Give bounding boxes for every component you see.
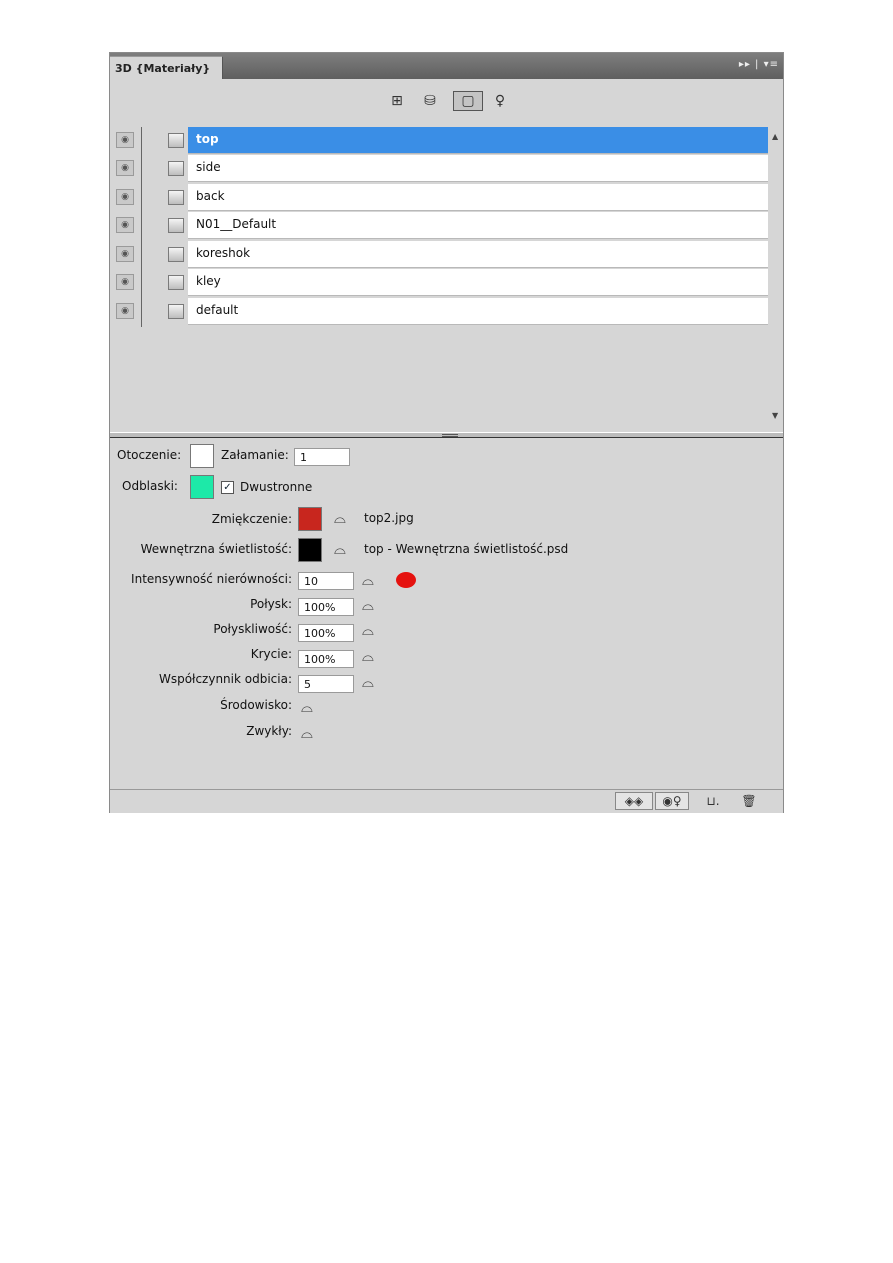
list-scrollbar[interactable]	[770, 127, 783, 429]
material-drop-icon[interactable]: ◉♀	[655, 792, 689, 810]
scene-tree-icon[interactable]: ⊞	[391, 93, 403, 109]
wewnetrzna-texture-icon[interactable]: ⌓	[334, 540, 346, 558]
odblaski-label: Odblaski:	[122, 479, 178, 493]
panel-bottom-bar	[110, 789, 783, 813]
krycie-label: Krycie:	[250, 647, 292, 661]
polyskliwosc-input[interactable]: 100%	[298, 624, 354, 642]
material-icon	[168, 304, 184, 319]
trash-icon[interactable]: 🗑	[741, 794, 757, 808]
materials-icon[interactable]: ▢	[453, 91, 483, 111]
odblaski-color-swatch[interactable]	[190, 475, 214, 499]
wewnetrzna-color-swatch[interactable]	[298, 538, 322, 562]
red-marker-icon	[396, 572, 416, 588]
list-item[interactable]	[110, 184, 770, 212]
zwykly-texture-icon[interactable]: ⌓	[301, 724, 313, 742]
material-icon	[168, 161, 184, 176]
eye-icon[interactable]: ◉	[116, 189, 134, 205]
list-item[interactable]	[110, 269, 770, 297]
eye-icon[interactable]: ◉	[116, 217, 134, 233]
material-icon	[168, 247, 184, 262]
nierownosci-input[interactable]: 10	[298, 572, 354, 590]
nierownosci-label: Intensywność nierówności:	[131, 572, 292, 586]
srodowisko-texture-icon[interactable]: ⌓	[301, 698, 313, 716]
material-name[interactable]: top	[188, 127, 768, 154]
material-icon	[168, 133, 184, 148]
polysk-texture-icon[interactable]: ⌓	[362, 596, 374, 614]
list-item[interactable]	[110, 212, 770, 240]
zmiekczenie-color-swatch[interactable]	[298, 507, 322, 531]
new-material-icon[interactable]: ⊔.	[706, 794, 720, 808]
polysk-label: Połysk:	[250, 597, 292, 611]
panel-split-handle[interactable]	[110, 432, 783, 438]
material-name[interactable]: back	[188, 184, 768, 211]
krycie-texture-icon[interactable]: ⌓	[362, 647, 374, 665]
krycie-input[interactable]: 100%	[298, 650, 354, 668]
zmiekczenie-label: Zmiękczenie:	[211, 512, 292, 526]
eye-icon[interactable]: ◉	[116, 274, 134, 290]
srodowisko-label: Środowisko:	[220, 698, 292, 712]
eye-column-divider	[141, 127, 142, 327]
zalamanie-label: Załamanie:	[221, 448, 289, 462]
material-name[interactable]: kley	[188, 269, 768, 296]
polyskliwosc-label: Połyskliwość:	[213, 622, 292, 636]
toggle-materials-icon[interactable]: ◈◈	[615, 792, 653, 810]
grip-icon	[442, 434, 458, 437]
material-name[interactable]: N01__Default	[188, 212, 768, 239]
mesh-icon[interactable]: ⛁	[424, 93, 436, 109]
zwykly-label: Zwykły:	[246, 724, 292, 738]
eye-icon[interactable]: ◉	[116, 132, 134, 148]
dwustronne-label: Dwustronne	[240, 480, 313, 494]
materials-list	[110, 127, 783, 429]
polysk-input[interactable]: 100%	[298, 598, 354, 616]
material-name[interactable]: default	[188, 298, 768, 325]
zmiekczenie-texture-name: top2.jpg	[364, 511, 414, 525]
light-icon[interactable]: ♀	[494, 93, 506, 109]
material-icon	[168, 190, 184, 205]
list-item[interactable]	[110, 241, 770, 269]
material-name[interactable]: side	[188, 155, 768, 182]
eye-icon[interactable]: ◉	[116, 303, 134, 319]
list-item[interactable]	[110, 127, 770, 155]
list-item[interactable]	[110, 298, 770, 326]
eye-icon[interactable]: ◉	[116, 246, 134, 262]
material-icon	[168, 218, 184, 233]
scroll-down-icon[interactable]: ▼	[772, 411, 779, 420]
wewnetrzna-texture-name: top - Wewnętrzna świetlistość.psd	[364, 542, 569, 556]
zmiekczenie-texture-icon[interactable]: ⌓	[334, 509, 346, 527]
panel-tab[interactable]: 3D {Materiały}	[110, 56, 223, 79]
zalamanie-input[interactable]: 1	[294, 448, 350, 466]
odbicie-label: Współczynnik odbicia:	[158, 672, 292, 686]
otoczenie-label: Otoczenie:	[117, 448, 182, 462]
material-name[interactable]: koreshok	[188, 241, 768, 268]
odbicie-texture-icon[interactable]: ⌓	[362, 673, 374, 691]
material-properties	[110, 439, 783, 788]
eye-icon[interactable]: ◉	[116, 160, 134, 176]
odbicie-input[interactable]: 5	[298, 675, 354, 693]
materials-panel	[109, 52, 784, 813]
panel-toolbar	[110, 79, 783, 123]
dwustronne-checkbox[interactable]: ✓	[221, 481, 234, 494]
panel-menu-controls[interactable]: ▸▸ | ▾≡	[738, 59, 779, 70]
wewnetrzna-label: Wewnętrzna świetlistość:	[140, 542, 292, 556]
scroll-up-icon[interactable]: ▲	[772, 132, 779, 141]
material-icon	[168, 275, 184, 290]
nierownosci-texture-icon[interactable]: ⌓	[362, 571, 374, 589]
list-item[interactable]	[110, 155, 770, 183]
otoczenie-color-swatch[interactable]	[190, 444, 214, 468]
polyskliwosc-texture-icon[interactable]: ⌓	[362, 621, 374, 639]
panel-titlebar	[110, 53, 783, 79]
